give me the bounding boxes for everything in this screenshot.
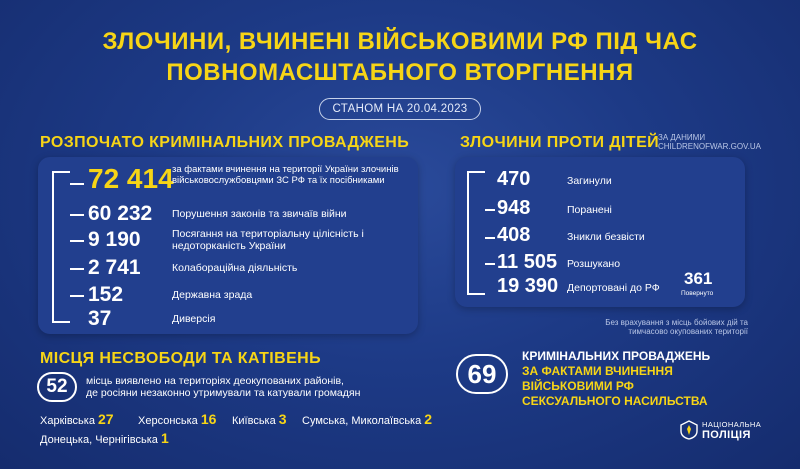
returned-label: Повернуто [681, 290, 714, 297]
criminal-value: 37 [88, 307, 112, 330]
sexual-text: КРИМІНАЛЬНИХ ПРОВАДЖЕНЬ ЗА ФАКТАМИ ВЧИНЕННЯ ВІЙСЬКОВИМИ РФ СЕКСУАЛЬНОГО НАСИЛЬСТВА [522, 349, 711, 408]
criminal-label: Колабораційна діяльність [172, 262, 298, 274]
detention-count-circle [37, 372, 77, 402]
criminal-total-value: 72 414 [88, 163, 174, 194]
criminal-label: Порушення законів та звичаїв війни [172, 208, 347, 220]
criminal-heading: РОЗПОЧАТО КРИМІНАЛЬНИХ ПРОВАДЖЕНЬ [40, 134, 410, 151]
children-value: 11 505 [497, 251, 558, 273]
region-item: Херсонська 16 [138, 411, 217, 427]
detention-heading: МІСЦЯ НЕСВОБОДИ ТА КАТІВЕНЬ [40, 350, 322, 367]
children-heading: ЗЛОЧИНИ ПРОТИ ДІТЕЙ [460, 134, 660, 151]
page-title [0, 26, 800, 88]
police-emblem-icon [680, 420, 698, 440]
children-value: 470 [497, 168, 531, 190]
criminal-label: Посягання на територіальну цілісність і недоторканість України [172, 228, 364, 252]
children-value: 19 390 [497, 275, 559, 297]
children-note: Без врахування з місць бойових дій та тимчасово окупованих території [605, 318, 748, 336]
sexual-count-circle [456, 354, 508, 394]
children-value: 408 [497, 224, 531, 246]
date-badge: СТАНОМ НА 20.04.2023 [319, 98, 481, 120]
children-bracket [467, 171, 485, 295]
children-label: Загинули [567, 175, 612, 187]
children-label: Депортовані до РФ [567, 282, 660, 294]
criminal-label: Державна зрада [172, 289, 253, 301]
detention-text: місць виявлено на територіях деокупованих районів, де росіяни незаконно утримували та катували громадян [86, 375, 361, 399]
children-panel [455, 157, 745, 307]
region-item: Харківська 27 [40, 411, 114, 427]
police-logo-text: НАЦІОНАЛЬНА ПОЛІЦІЯ [702, 420, 762, 441]
children-label: Поранені [567, 204, 612, 216]
criminal-panel [38, 157, 418, 334]
title-line-2: ПОВНОМАСШТАБНОГО ВТОРГНЕННЯ [166, 59, 634, 86]
criminal-value: 60 232 [88, 202, 153, 225]
title-line-1: ЗЛОЧИНИ, ВЧИНЕНІ ВІЙСЬКОВИМИ РФ ПІД ЧАС [102, 28, 698, 55]
criminal-label: Диверсія [172, 313, 216, 325]
criminal-total-label: за фактами вчинення на території України злочинів військовослужбовцями ЗС РФ та їх посібниками [172, 164, 399, 186]
criminal-value: 152 [88, 283, 124, 306]
criminal-value: 2 741 [88, 256, 141, 279]
criminal-value: 9 190 [88, 228, 141, 251]
region-item: Київська 3 [232, 411, 287, 427]
region-item: Сумська, Миколаївська 2 [302, 411, 433, 427]
criminal-bracket [52, 171, 70, 323]
detention-count: 52 [46, 376, 68, 397]
region-item: Донецька, Чернігівська 1 [40, 430, 169, 446]
children-value: 948 [497, 197, 531, 219]
returned-value: 361 [684, 269, 713, 288]
sexual-count: 69 [467, 359, 497, 389]
children-source: ЗА ДАНИМИ CHILDRENOFWAR.GOV.UA [658, 133, 761, 151]
children-label: Зникли безвісти [567, 231, 645, 243]
children-label: Розшукано [567, 258, 621, 270]
